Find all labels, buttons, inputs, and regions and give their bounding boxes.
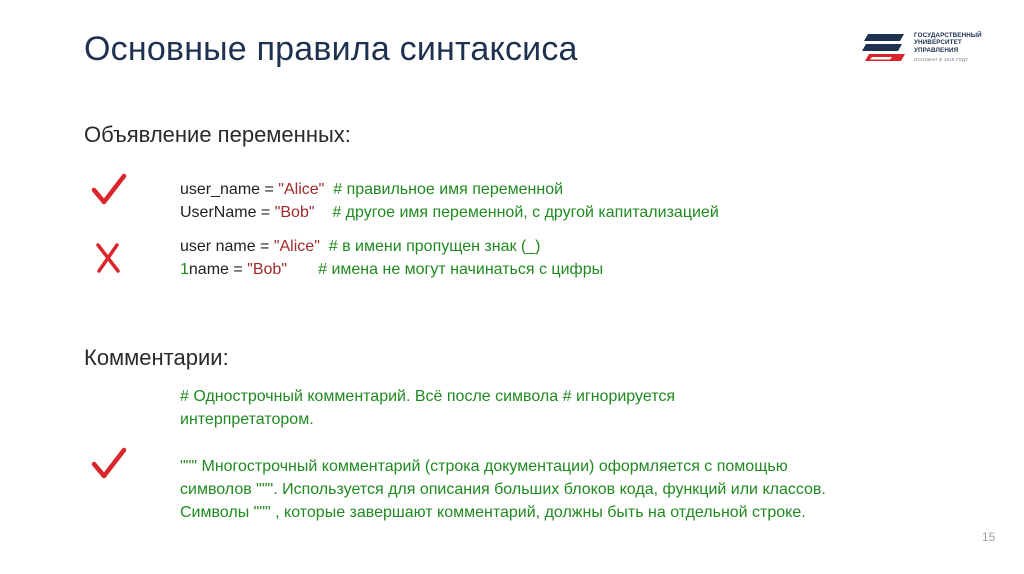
- code-comment: # в имени пропущен знак (_): [319, 238, 541, 255]
- page-number: 15: [982, 530, 996, 544]
- logo-subtitle: ОСНОВАН В 1919 ГОДУ: [914, 57, 969, 62]
- checkmark-icon: [90, 172, 128, 206]
- comments-heading: Комментарии:: [84, 345, 229, 370]
- code-var: user name =: [180, 238, 274, 255]
- valid-code-line-1: [180, 178, 563, 201]
- code-var: UserName =: [180, 204, 275, 221]
- university-emblem-icon: [862, 32, 908, 66]
- code-number: 1: [180, 261, 189, 278]
- code-comment: # имена не могут начинаться с цифры: [287, 261, 604, 278]
- slide-title: Основные правила синтаксиса: [84, 30, 578, 68]
- invalid-code-line-2: [180, 258, 603, 281]
- university-logo: [862, 30, 1002, 70]
- code-string: "Bob": [274, 204, 315, 221]
- multi-line-comment: """ Многострочный комментарий (строка документации) оформляется с помощью символов """. Используется для описания больших блоков кода, функций или классов. Символы """ , которые завершают комментарий, должны быть на отдельной строке.: [180, 458, 826, 521]
- code-comment: # другое имя переменной, с другой капитализацией: [314, 204, 719, 221]
- variables-heading: Объявление переменных:: [84, 122, 351, 147]
- logo-text: ГОСУДАРСТВЕННЫЙ УНИВЕРСИТЕТ УПРАВЛЕНИЯ: [914, 32, 982, 54]
- valid-code-line-2: [180, 201, 719, 224]
- code-string: "Alice": [278, 181, 325, 198]
- code-var: user_name =: [180, 181, 279, 198]
- code-string: "Alice": [273, 238, 320, 255]
- code-comment: # правильное имя переменной: [324, 181, 564, 198]
- code-string: "Bob": [247, 261, 287, 278]
- checkmark-icon: [90, 446, 128, 480]
- cross-icon: [94, 242, 124, 274]
- invalid-code-line-1: [180, 235, 540, 258]
- single-line-comment: # Однострочный комментарий. Всё после символа # игнорируется интерпретатором.: [180, 388, 676, 428]
- code-var: name =: [188, 261, 248, 278]
